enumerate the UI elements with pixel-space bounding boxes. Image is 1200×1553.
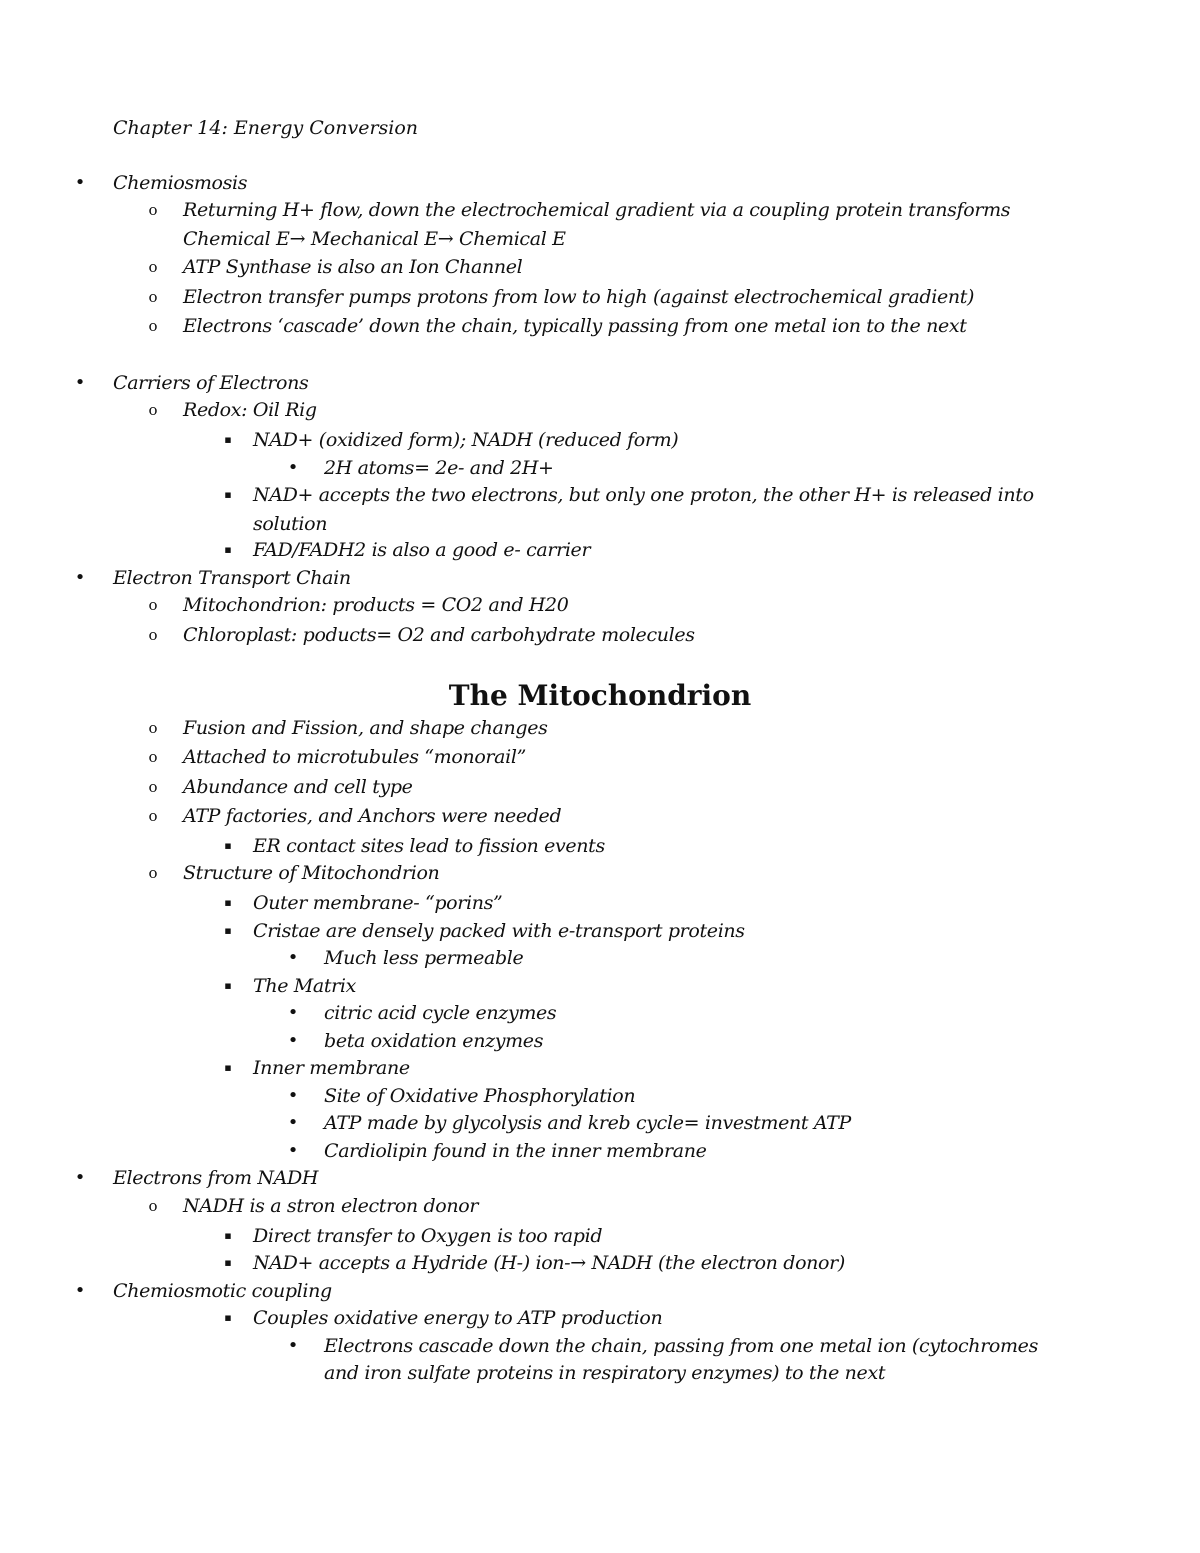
bullet-square-icon: ▪	[224, 924, 232, 937]
list-item: Much less permeable	[324, 947, 524, 969]
bullet-square-icon: ▪	[224, 839, 232, 852]
list-item: Couples oxidative energy to ATP production	[253, 1307, 663, 1329]
bullet-circle-icon: o	[148, 258, 158, 276]
list-item: Redox: Oil Rig	[183, 399, 317, 421]
bullet-disc-icon: •	[287, 1335, 299, 1356]
list-item: Outer membrane- “porins”	[253, 892, 503, 914]
bullet-disc-icon: •	[74, 372, 86, 393]
bullet-disc-icon: •	[287, 457, 299, 478]
list-item-continuation: solution	[253, 513, 328, 535]
bullet-square-icon: ▪	[224, 488, 232, 501]
bullet-square-icon: ▪	[224, 433, 232, 446]
list-item: NAD+ accepts the two electrons, but only one proton, the other H+ is released into	[253, 484, 1034, 506]
list-item: Electrons from NADH	[113, 1167, 319, 1189]
bullet-square-icon: ▪	[224, 543, 232, 556]
list-item: NAD+ (oxidized form); NADH (reduced form)	[253, 429, 679, 451]
list-item: beta oxidation enzymes	[324, 1030, 544, 1052]
list-item: Direct transfer to Oxygen is too rapid	[253, 1225, 603, 1247]
bullet-disc-icon: •	[74, 172, 86, 193]
bullet-disc-icon: •	[287, 1140, 299, 1161]
bullet-circle-icon: o	[148, 317, 158, 335]
bullet-circle-icon: o	[148, 288, 158, 306]
list-item: NADH is a stron electron donor	[183, 1195, 479, 1217]
bullet-square-icon: ▪	[224, 979, 232, 992]
list-item: Electron transfer pumps protons from low to high (against electrochemical gradient)	[183, 286, 975, 308]
bullet-disc-icon: •	[287, 1002, 299, 1023]
section-title: The Mitochondrion	[448, 679, 752, 712]
list-item: Inner membrane	[253, 1057, 410, 1079]
bullet-circle-icon: o	[148, 1197, 158, 1215]
bullet-circle-icon: o	[148, 596, 158, 614]
bullet-disc-icon: •	[287, 1085, 299, 1106]
bullet-square-icon: ▪	[224, 1229, 232, 1242]
list-item: Cardiolipin found in the inner membrane	[324, 1140, 707, 1162]
list-item: Abundance and cell type	[183, 776, 413, 798]
bullet-disc-icon: •	[287, 1030, 299, 1051]
list-item: 2H atoms= 2e- and 2H+	[324, 457, 554, 479]
list-item: FAD/FADH2 is also a good e- carrier	[253, 539, 591, 561]
list-item-continuation: Chemical E→ Mechanical E→ Chemical E	[183, 228, 566, 250]
list-item: Carriers of Electrons	[113, 372, 309, 394]
list-item-continuation: and iron sulfate proteins in respiratory enzymes) to the next	[324, 1362, 886, 1384]
list-item: Cristae are densely packed with e-transport proteins	[253, 920, 745, 942]
bullet-circle-icon: o	[148, 626, 158, 644]
list-item: ATP made by glycolysis and kreb cycle= investment ATP	[324, 1112, 851, 1134]
bullet-circle-icon: o	[148, 719, 158, 737]
list-item: Electron Transport Chain	[113, 567, 351, 589]
bullet-square-icon: ▪	[224, 1061, 232, 1074]
list-item: Electrons cascade down the chain, passing from one metal ion (cytochromes	[324, 1335, 1038, 1357]
bullet-disc-icon: •	[74, 1167, 86, 1188]
list-item: ATP factories, and Anchors were needed	[183, 805, 562, 827]
list-item: NAD+ accepts a Hydride (H-) ion-→ NADH (the electron donor)	[253, 1252, 845, 1274]
list-item: Mitochondrion: products = CO2 and H20	[183, 594, 569, 616]
bullet-disc-icon: •	[287, 947, 299, 968]
bullet-square-icon: ▪	[224, 1256, 232, 1269]
bullet-disc-icon: •	[287, 1112, 299, 1133]
list-item: Structure of Mitochondrion	[183, 862, 440, 884]
list-item: citric acid cycle enzymes	[324, 1002, 557, 1024]
list-item: Returning H+ flow, down the electrochemical gradient via a coupling protein transforms	[183, 199, 1011, 221]
list-item: Fusion and Fission, and shape changes	[183, 717, 548, 739]
list-item: Chemiosmotic coupling	[113, 1280, 332, 1302]
bullet-square-icon: ▪	[224, 1311, 232, 1324]
bullet-circle-icon: o	[148, 401, 158, 419]
list-item: Chemiosmosis	[113, 172, 248, 194]
bullet-square-icon: ▪	[224, 896, 232, 909]
chapter-heading: Chapter 14: Energy Conversion	[113, 117, 419, 139]
bullet-circle-icon: o	[148, 201, 158, 219]
list-item: Electrons ‘cascade’ down the chain, typically passing from one metal ion to the next	[183, 315, 967, 337]
bullet-circle-icon: o	[148, 778, 158, 796]
bullet-circle-icon: o	[148, 748, 158, 766]
list-item: ATP Synthase is also an Ion Channel	[183, 256, 523, 278]
list-item: Chloroplast: poducts= O2 and carbohydrate molecules	[183, 624, 695, 646]
bullet-disc-icon: •	[74, 1280, 86, 1301]
bullet-circle-icon: o	[148, 864, 158, 882]
bullet-circle-icon: o	[148, 807, 158, 825]
list-item: ER contact sites lead to fission events	[253, 835, 605, 857]
list-item: Attached to microtubules “monorail”	[183, 746, 526, 768]
bullet-disc-icon: •	[74, 567, 86, 588]
list-item: The Matrix	[253, 975, 356, 997]
list-item: Site of Oxidative Phosphorylation	[324, 1085, 636, 1107]
